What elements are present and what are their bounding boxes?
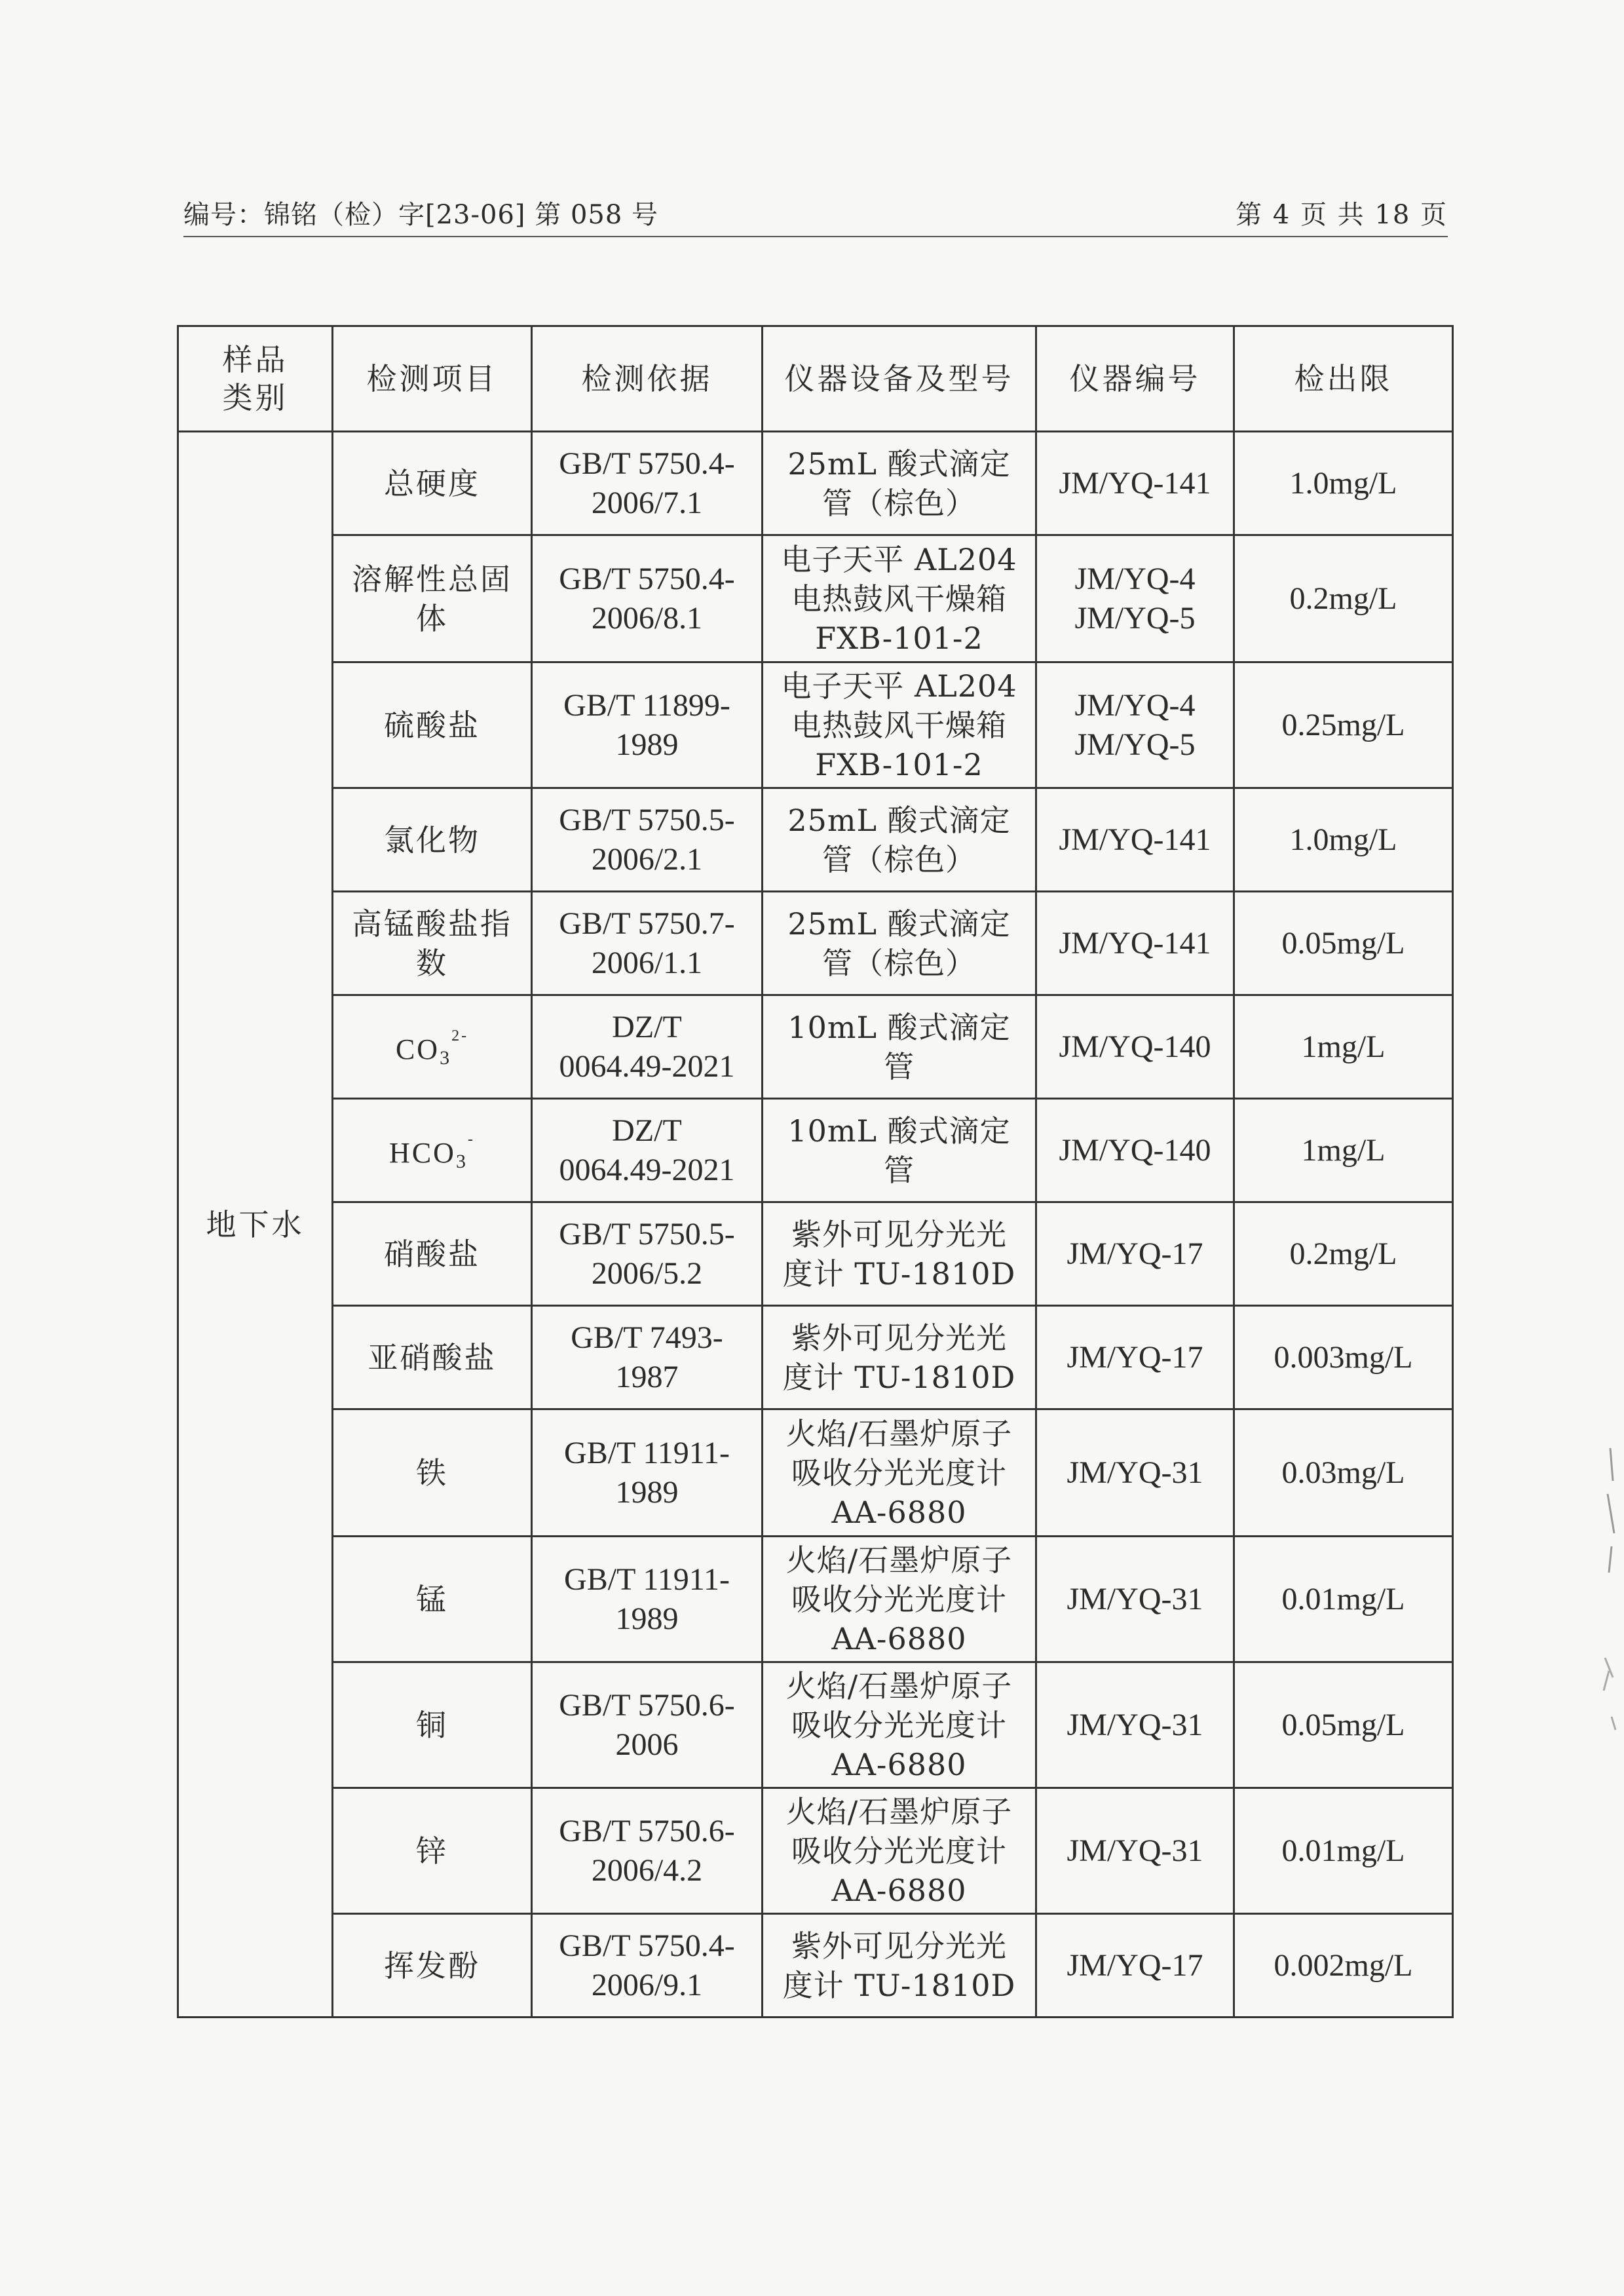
table-row xyxy=(178,1306,1453,1409)
test-item-cell: 铜 xyxy=(333,1662,532,1788)
column-header-test-item: 检测项目 xyxy=(333,326,532,432)
equipment-cell: 紫外可见分光光 度计 TU-1810D xyxy=(763,1306,1036,1409)
equipment-code-cell: JM/YQ-31 xyxy=(1036,1662,1234,1788)
binding-edge-marks xyxy=(1598,1442,1618,1769)
equipment-cell: 电子天平 AL204 电热鼓风干燥箱 FXB-101-2 xyxy=(763,535,1036,662)
detection-limit-cell: 0.05mg/L xyxy=(1234,892,1453,995)
equipment-cell: 25mL 酸式滴定 管（棕色） xyxy=(763,788,1036,892)
table-row xyxy=(178,1537,1453,1662)
test-item-cell: 锰 xyxy=(333,1537,532,1662)
test-item-cell xyxy=(333,1099,532,1202)
table-row xyxy=(178,892,1453,995)
test-item-cell: 铁 xyxy=(333,1409,532,1537)
table-row xyxy=(178,995,1453,1099)
test-item-cell: 硝酸盐 xyxy=(333,1202,532,1306)
test-standard-cell: GB/T 5750.6- 2006/4.2 xyxy=(532,1788,763,1914)
table-row xyxy=(178,1202,1453,1306)
detection-limit-cell: 1.0mg/L xyxy=(1234,432,1453,535)
page-info: 第 4 页 共 18 页 xyxy=(1236,200,1448,230)
equipment-code-cell: JM/YQ-141 xyxy=(1036,432,1234,535)
column-header-equipment: 仪器设备及型号 xyxy=(763,326,1036,432)
test-standard-cell: GB/T 5750.6- 2006 xyxy=(532,1662,763,1788)
equipment-cell: 10mL 酸式滴定 管 xyxy=(763,995,1036,1099)
test-item-cell: 锌 xyxy=(333,1788,532,1914)
table-row xyxy=(178,535,1453,662)
table-row xyxy=(178,788,1453,892)
detection-limit-cell: 0.2mg/L xyxy=(1234,535,1453,662)
table-row xyxy=(178,1409,1453,1537)
equipment-code-cell: JM/YQ-140 xyxy=(1036,995,1234,1099)
equipment-cell: 电子天平 AL204 电热鼓风干燥箱 FXB-101-2 xyxy=(763,662,1036,788)
sample-category-cell: 地下水 xyxy=(178,432,333,2018)
test-standard-cell: GB/T 7493- 1987 xyxy=(532,1306,763,1409)
equipment-code-cell: JM/YQ-17 xyxy=(1036,1202,1234,1306)
detection-limit-cell: 0.2mg/L xyxy=(1234,1202,1453,1306)
table-row xyxy=(178,1662,1453,1788)
test-item-cell: 溶解性总固 体 xyxy=(333,535,532,662)
equipment-code-cell: JM/YQ-17 xyxy=(1036,1306,1234,1409)
test-item-cell: 挥发酚 xyxy=(333,1914,532,2018)
test-method-table xyxy=(177,325,1454,2018)
equipment-cell: 紫外可见分光光 度计 TU-1810D xyxy=(763,1202,1036,1306)
detection-limit-cell: 0.01mg/L xyxy=(1234,1788,1453,1914)
test-standard-cell: GB/T 5750.5- 2006/5.2 xyxy=(532,1202,763,1306)
detection-limit-cell: 0.05mg/L xyxy=(1234,1662,1453,1788)
table-header-row xyxy=(178,326,1453,432)
equipment-code-cell: JM/YQ-4 JM/YQ-5 xyxy=(1036,662,1234,788)
test-item-cell: 硫酸盐 xyxy=(333,662,532,788)
detection-limit-cell: 0.01mg/L xyxy=(1234,1537,1453,1662)
test-item-cell: 氯化物 xyxy=(333,788,532,892)
test-standard-cell: GB/T 11911- 1989 xyxy=(532,1537,763,1662)
table-row xyxy=(178,1914,1453,2018)
equipment-code-cell: JM/YQ-17 xyxy=(1036,1914,1234,2018)
column-header-test-standard: 检测依据 xyxy=(532,326,763,432)
test-standard-cell: GB/T 5750.5- 2006/2.1 xyxy=(532,788,763,892)
report-number: 编号：锦铭（检）字[23-06] 第 058 号 xyxy=(183,200,659,230)
equipment-cell: 火焰/石墨炉原子 吸收分光光度计 AA-6880 xyxy=(763,1409,1036,1537)
column-header-sample-category: 样品 类别 xyxy=(178,326,333,432)
test-standard-cell: GB/T 5750.7- 2006/1.1 xyxy=(532,892,763,995)
column-header-equipment-code: 仪器编号 xyxy=(1036,326,1234,432)
page-header xyxy=(183,197,1448,237)
table-row xyxy=(178,662,1453,788)
equipment-cell: 25mL 酸式滴定 管（棕色） xyxy=(763,892,1036,995)
table-row xyxy=(178,432,1453,535)
test-item-cell: 高锰酸盐指 数 xyxy=(333,892,532,995)
equipment-cell: 25mL 酸式滴定 管（棕色） xyxy=(763,432,1036,535)
test-item-cell: 亚硝酸盐 xyxy=(333,1306,532,1409)
test-standard-cell: GB/T 5750.4- 2006/7.1 xyxy=(532,432,763,535)
test-standard-cell: GB/T 5750.4- 2006/8.1 xyxy=(532,535,763,662)
bicarbonate-formula: $HCO_3^-$ xyxy=(389,1130,475,1172)
test-standard-cell: DZ/T 0064.49-2021 xyxy=(532,1099,763,1202)
test-item-cell: 总硬度 xyxy=(333,432,532,535)
detection-limit-cell: 1mg/L xyxy=(1234,995,1453,1099)
table-row xyxy=(178,1099,1453,1202)
equipment-cell: 火焰/石墨炉原子 吸收分光光度计 AA-6880 xyxy=(763,1788,1036,1914)
detection-limit-cell: 1mg/L xyxy=(1234,1099,1453,1202)
equipment-cell: 火焰/石墨炉原子 吸收分光光度计 AA-6880 xyxy=(763,1537,1036,1662)
test-standard-cell: GB/T 11899- 1989 xyxy=(532,662,763,788)
equipment-cell: 紫外可见分光光 度计 TU-1810D xyxy=(763,1914,1036,2018)
column-header-detection-limit: 检出限 xyxy=(1234,326,1453,432)
equipment-cell: 火焰/石墨炉原子 吸收分光光度计 AA-6880 xyxy=(763,1662,1036,1788)
detection-limit-cell: 0.03mg/L xyxy=(1234,1409,1453,1537)
equipment-code-cell: JM/YQ-31 xyxy=(1036,1788,1234,1914)
test-standard-cell: GB/T 5750.4- 2006/9.1 xyxy=(532,1914,763,2018)
equipment-cell: 10mL 酸式滴定 管 xyxy=(763,1099,1036,1202)
detection-limit-cell: 0.003mg/L xyxy=(1234,1306,1453,1409)
equipment-code-cell: JM/YQ-31 xyxy=(1036,1409,1234,1537)
table-row xyxy=(178,1788,1453,1914)
test-standard-cell: GB/T 11911- 1989 xyxy=(532,1409,763,1537)
detection-limit-cell: 0.002mg/L xyxy=(1234,1914,1453,2018)
detection-limit-cell: 0.25mg/L xyxy=(1234,662,1453,788)
test-standard-cell: DZ/T 0064.49-2021 xyxy=(532,995,763,1099)
equipment-code-cell: JM/YQ-31 xyxy=(1036,1537,1234,1662)
carbonate-formula: $CO_3^{2-}$ xyxy=(395,1027,469,1069)
equipment-code-cell: JM/YQ-141 xyxy=(1036,788,1234,892)
equipment-code-cell: JM/YQ-4 JM/YQ-5 xyxy=(1036,535,1234,662)
detection-limit-cell: 1.0mg/L xyxy=(1234,788,1453,892)
equipment-code-cell: JM/YQ-141 xyxy=(1036,892,1234,995)
test-item-cell xyxy=(333,995,532,1099)
equipment-code-cell: JM/YQ-140 xyxy=(1036,1099,1234,1202)
